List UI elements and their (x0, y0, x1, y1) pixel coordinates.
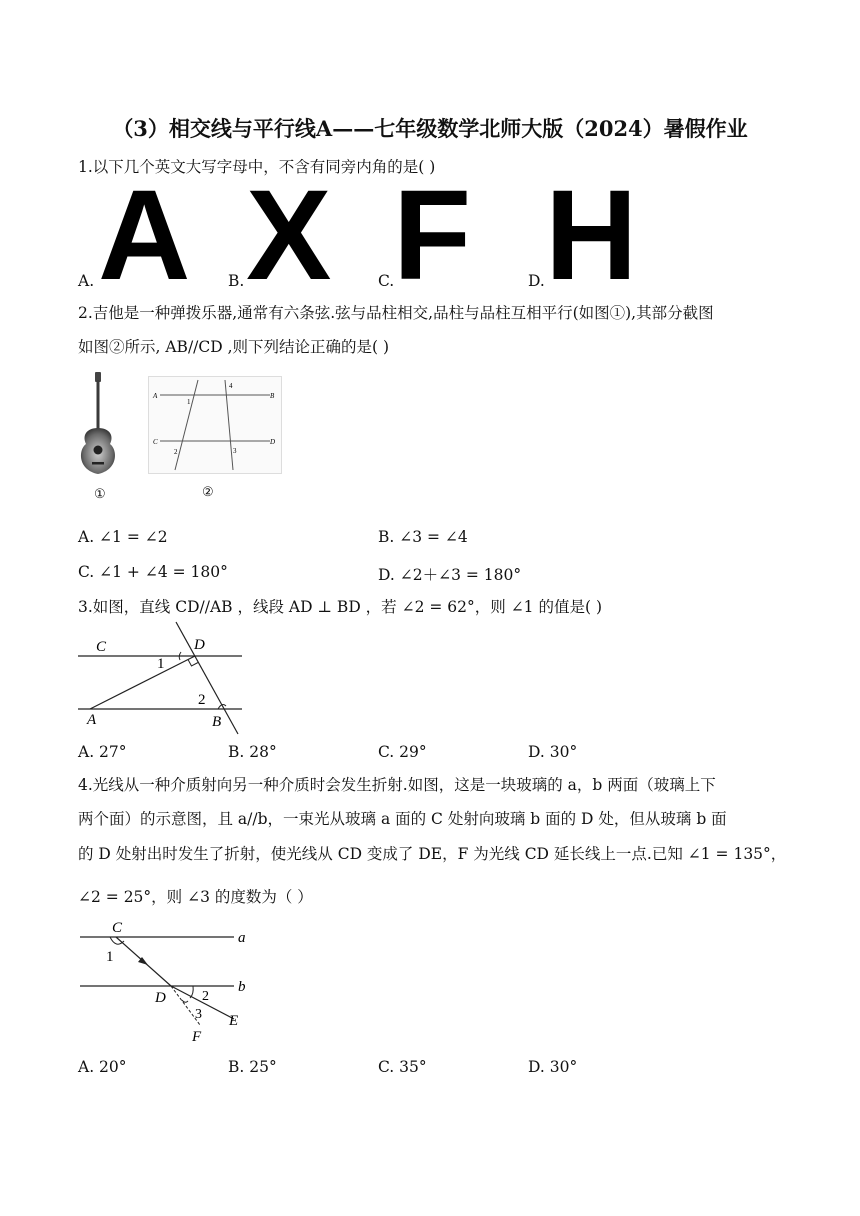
angle-3: 3 (233, 447, 237, 455)
q2-option-a: A. ∠1 = ∠2 (78, 528, 168, 546)
q2-figure1-caption: ① (94, 487, 106, 502)
line-bd (176, 622, 238, 734)
q1-letter-x: X (246, 164, 332, 307)
label-f: F (192, 1029, 202, 1045)
q2-fret-diagram (148, 376, 282, 474)
angle-1-label: 1 (106, 949, 114, 965)
angle-3-arc (182, 1000, 188, 1002)
q2-option-d: D. ∠2＋∠3 = 180° (378, 566, 522, 584)
q1-option-a-label: A. (78, 272, 95, 290)
label-c: C (96, 639, 107, 655)
q3-option-b: B. 28° (228, 743, 277, 761)
label-a: A (87, 712, 97, 728)
q2-stem-line2: 如图②所示, AB//CD ,则下列结论正确的是( ) (78, 338, 390, 356)
q3-figure (76, 620, 251, 738)
label-e: E (229, 1013, 239, 1029)
angle-1: 1 (187, 398, 191, 406)
q4-option-c: C. 35° (378, 1058, 427, 1076)
angle-2-label: 2 (202, 989, 209, 1004)
segment-ad (90, 656, 195, 709)
angle-2-arc (218, 705, 226, 709)
label-b: B (270, 392, 275, 400)
label-d: D (155, 990, 166, 1006)
q1-stem: 1.以下几个英文大写字母中，不含有同旁内角的是( ) (78, 158, 436, 176)
angle-2: 2 (174, 448, 178, 456)
q4-option-b: B. 25° (228, 1058, 277, 1076)
label-b: b (238, 979, 246, 995)
q2-option-c: C. ∠1 + ∠4 = 180° (78, 563, 228, 581)
q1-option-b-label: B. (228, 272, 245, 290)
q4-option-a: A. 20° (78, 1058, 127, 1076)
page-title: （3）相交线与平行线A——七年级数学北师大版（2024）暑假作业 (112, 116, 748, 141)
q2-figure2-caption: ② (202, 485, 214, 500)
guitar-image (76, 370, 120, 480)
q1-letter-h: H (545, 164, 638, 307)
angle-1-label: 1 (157, 656, 165, 672)
q4-stem-line2: 两个面）的示意图，且 a//b，一束光从玻璃 a 面的 C 处射向玻璃 b 面的 D 处，但从玻璃 b 面 (78, 810, 727, 828)
q3-stem: 3.如图，直线 CD//AB ，线段 AD ⊥ BD ，若 ∠2 = 62°，则 ∠1 的值是( ) (78, 598, 602, 616)
q4-stem-line4: ∠2 = 25°，则 ∠3 的度数为（ ） (78, 888, 313, 906)
q4-figure (76, 915, 256, 1047)
q2-option-b: B. ∠3 = ∠4 (378, 528, 468, 546)
label-d: D (194, 637, 205, 653)
angle-4: 4 (229, 382, 233, 390)
angle-2-label: 2 (198, 692, 206, 708)
label-b: B (212, 714, 222, 730)
label-a: a (238, 930, 246, 946)
angle-3-label: 3 (195, 1007, 202, 1022)
q3-option-d: D. 30° (528, 743, 578, 761)
q4-stem-line3: 的 D 处射出时发生了折射，使光线从 CD 变成了 DE，F 为光线 CD 延长线上一点.已知 ∠1 = 135°， (78, 845, 787, 863)
q3-option-a: A. 27° (78, 743, 127, 761)
label-d: D (270, 438, 276, 446)
q1-option-d-label: D. (528, 272, 545, 290)
q1-letter-a: A (98, 164, 191, 307)
q1-letter-f: F (393, 164, 472, 307)
right-angle-mark (188, 660, 198, 667)
q1-option-c-label: C. (378, 272, 395, 290)
q4-stem-line1: 4.光线从一种介质射向另一种介质时会发生折射.如图，这是一块玻璃的 a，b 两面（玻璃上下 (78, 776, 716, 794)
q4-option-d: D. 30° (528, 1058, 578, 1076)
label-c: C (112, 920, 123, 936)
q2-stem-line1: 2.吉他是一种弹拨乐器,通常有六条弦.弦与品柱相交,品柱与品柱互相平行(如图①),其部分截图 (78, 304, 714, 322)
q3-option-c: C. 29° (378, 743, 427, 761)
label-c: C (153, 438, 158, 446)
label-a: A (153, 392, 158, 400)
